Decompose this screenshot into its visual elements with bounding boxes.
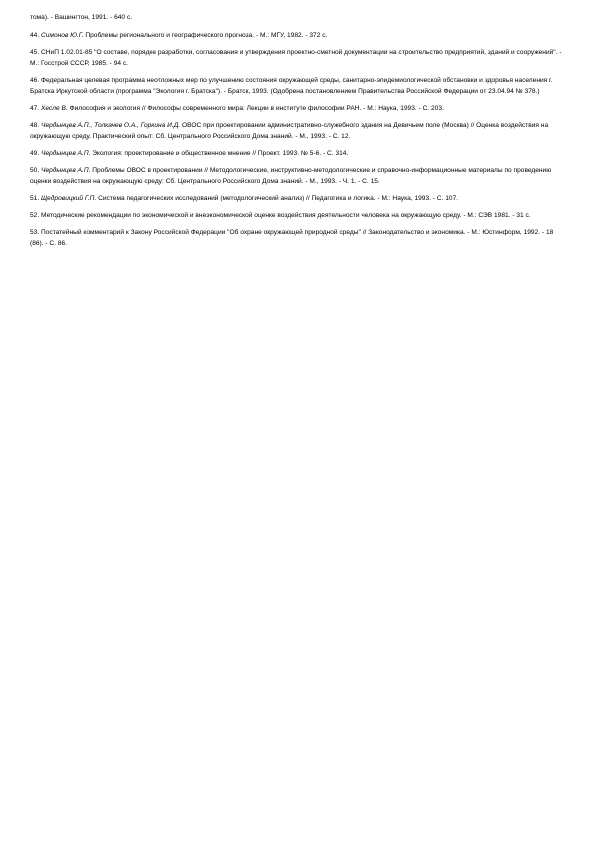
reference-number: 47. <box>30 105 40 112</box>
reference-item-44 <box>30 30 566 41</box>
reference-author: Щедровицкий Г.П. <box>41 195 97 202</box>
reference-item-53 <box>30 227 566 249</box>
reference-number: 48. <box>30 122 40 129</box>
reference-author: Симонов Ю.Г. <box>41 32 84 39</box>
reference-number: 52. <box>30 212 40 219</box>
reference-text: тома). - Вашингтон, 1991. - 640 с. <box>30 14 133 21</box>
reference-text: Экология: проектирование и общественное мнение // Проект. 1993. № 5-6. - С. 314. <box>90 150 349 157</box>
reference-item-52 <box>30 210 566 221</box>
reference-item-49 <box>30 148 566 159</box>
reference-number: 51. <box>30 195 40 202</box>
reference-text: Постатейный комментарий к Закону Российской Федерации "Об охране окружающей природной среды" // Законодательство и экономика. - М.: Юстинформ, 1992. - 18 (86). - С. 86. <box>30 229 554 247</box>
reference-item-46 <box>30 75 566 97</box>
reference-number: 49. <box>30 150 40 157</box>
reference-number: 44. <box>30 32 40 39</box>
reference-author: Чердынцев А.П., Толкачев О.А., Горкина И.Д. <box>41 122 181 129</box>
reference-text: Проблемы ОВОС в проектировании // Методологические, инструктивно-методологические и справочно-информационные материалы по проведению оценки воздействия на окружающую среду: Сб. Центрального Российского Дома знаний. - М., 1993. - Ч. 1. - С. 15. <box>30 167 552 185</box>
reference-text: Система педагогических исследований (методологический анализ) // Педагогика и логика. - М.: Наука, 1993. - С. 107. <box>96 195 459 202</box>
reference-author: Чердынцев А.П. <box>41 167 91 174</box>
reference-text: Философия и экология // Философы современного мира: Лекции в институте философии РАН. - М.: Наука, 1993. - С. 203. <box>67 105 444 112</box>
reference-item-47 <box>30 103 566 114</box>
reference-item-50 <box>30 165 566 187</box>
reference-text: СНиП 1.02.01-85 "О составе, порядке разработки, согласования и утверждения проектно-сметной документации на строительство предприятий, зданий и сооружений". - М.: Госстрой СССР, 1985. - 94 с. <box>30 49 562 67</box>
reference-number: 45. <box>30 49 40 56</box>
reference-text: Методические рекомендации по экономической и внеэкономической оценке воздействия деятельности человека на окружающую среду. - М.: СЭВ 1981. - 31 с. <box>41 212 531 219</box>
reference-number: 46. <box>30 77 40 84</box>
reference-item-51 <box>30 193 566 204</box>
reference-list <box>30 12 566 255</box>
reference-number: 53. <box>30 229 40 236</box>
reference-author: Хесле В. <box>41 105 68 112</box>
reference-text: ОВОС при проектировании административно-служебного здания на Девичьем поле (Москва) // Оценка воздействия на окружающую среду. Практический опыт: Сб. Центрального Российского Дома знаний. - М., 1993. - С. 12. <box>30 122 549 140</box>
reference-text: Федеральная целевая программа неотложных мер по улучшению состояния окружающей среды, санитарно-эпидемиологической обстановки и здоровья населения г. Братска Иркутской области (программа "Экология г. Братска"). - Братск, 1993. (Одобрена постановлением Правительства Российской Федерации от 23.04.94 № 378.) <box>30 77 553 95</box>
reference-number: 50. <box>30 167 40 174</box>
reference-author: Чердынцев А.П. <box>41 150 91 157</box>
reference-text: Проблемы регионального и географического прогноза. - М.: МГУ, 1982. - 372 с. <box>83 32 328 39</box>
reference-item-48 <box>30 120 566 142</box>
reference-item-45 <box>30 47 566 69</box>
reference-item-continued <box>30 12 566 23</box>
